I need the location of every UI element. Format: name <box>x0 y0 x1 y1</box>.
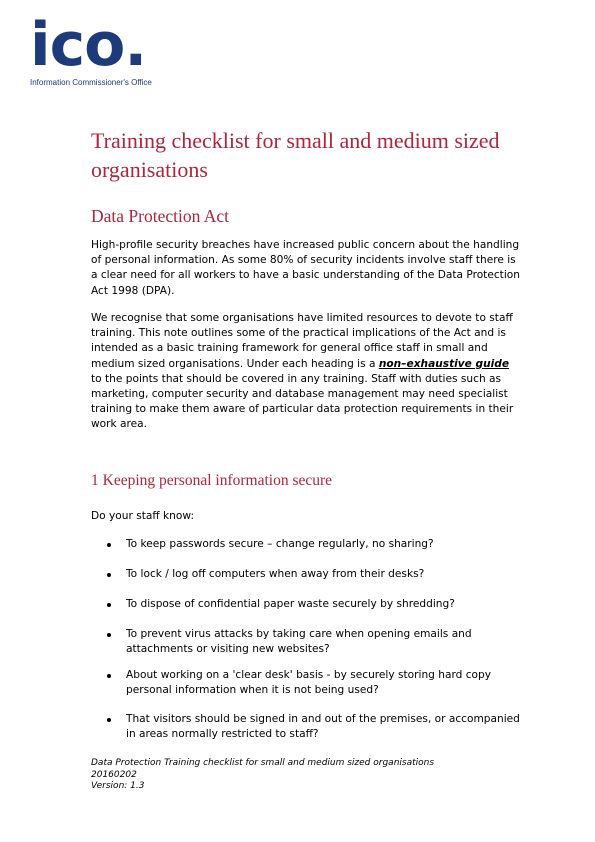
bullet-icon <box>107 603 111 607</box>
bullet-icon <box>107 543 111 547</box>
logo-wordmark: ico. <box>30 10 147 80</box>
footer-doc-title: Data Protection Training checklist for small and medium sized organisations <box>91 758 435 768</box>
list-item-text: To dispose of confidential paper waste securely by shredding? <box>126 598 455 610</box>
list-item <box>91 627 531 657</box>
intro-paragraph: High-profile security breaches have increased public concern about the handling of personal information. As some 80% of security incidents involve staff there is a clear need for all workers to have a basic understanding of the Data Protection Act 1998 (DPA). <box>91 239 520 297</box>
logo-subtitle: Information Commissioner's Office <box>30 78 152 87</box>
ico-logo <box>30 10 162 87</box>
list-item <box>91 597 531 612</box>
bullet-icon <box>107 674 111 678</box>
bullet-icon <box>107 718 111 722</box>
list-item <box>91 537 531 552</box>
list-item <box>91 567 531 582</box>
list-item <box>91 668 531 698</box>
footer-version <box>91 781 531 793</box>
footer-version-label: Version: <box>91 781 131 791</box>
resources-paragraph <box>91 311 521 433</box>
section-heading-dpa: Data Protection Act <box>91 206 230 226</box>
non-exhaustive-guide-emphasis: non–exhaustive guide <box>378 357 510 370</box>
bullet-icon <box>107 573 111 577</box>
section1-intro: Do your staff know: <box>91 510 195 522</box>
page-footer <box>91 758 531 793</box>
resources-paragraph-part1: We recognise that some organisations have limited resources to devote to staff training. This note outlines some of the practical implications of the Act and is intended as a basic training framework for general office staff in small and medium sized organisations. Under each heading is a <box>91 312 513 370</box>
footer-version-value: 1.3 <box>130 781 145 791</box>
list-item-text: To lock / log off computers when away from their desks? <box>126 568 425 580</box>
bullet-icon <box>107 633 111 637</box>
list-item-text: To prevent virus attacks by taking care when opening emails and attachments or visiting new websites? <box>126 628 472 656</box>
document-title: Training checklist for small and medium sized organisations <box>91 128 500 182</box>
resources-paragraph-part2: to the points that should be covered in any training. Staff with duties such as marketing, computer security and database management may need specialist training to make them aware of particular data protection requirements in their work area. <box>91 372 514 431</box>
list-item <box>91 712 531 742</box>
list-item-text: To keep passwords secure – change regularly, no sharing? <box>126 538 434 550</box>
footer-date: 20160202 <box>91 769 137 780</box>
list-item-text: That visitors should be signed in and out of the premises, or accompanied in areas normally restricted to staff? <box>126 713 520 741</box>
section-heading-keeping-secure: 1 Keeping personal information secure <box>91 472 333 489</box>
list-item-text: About working on a 'clear desk' basis - by securely storing hard copy personal information when it is not being used? <box>126 669 492 697</box>
